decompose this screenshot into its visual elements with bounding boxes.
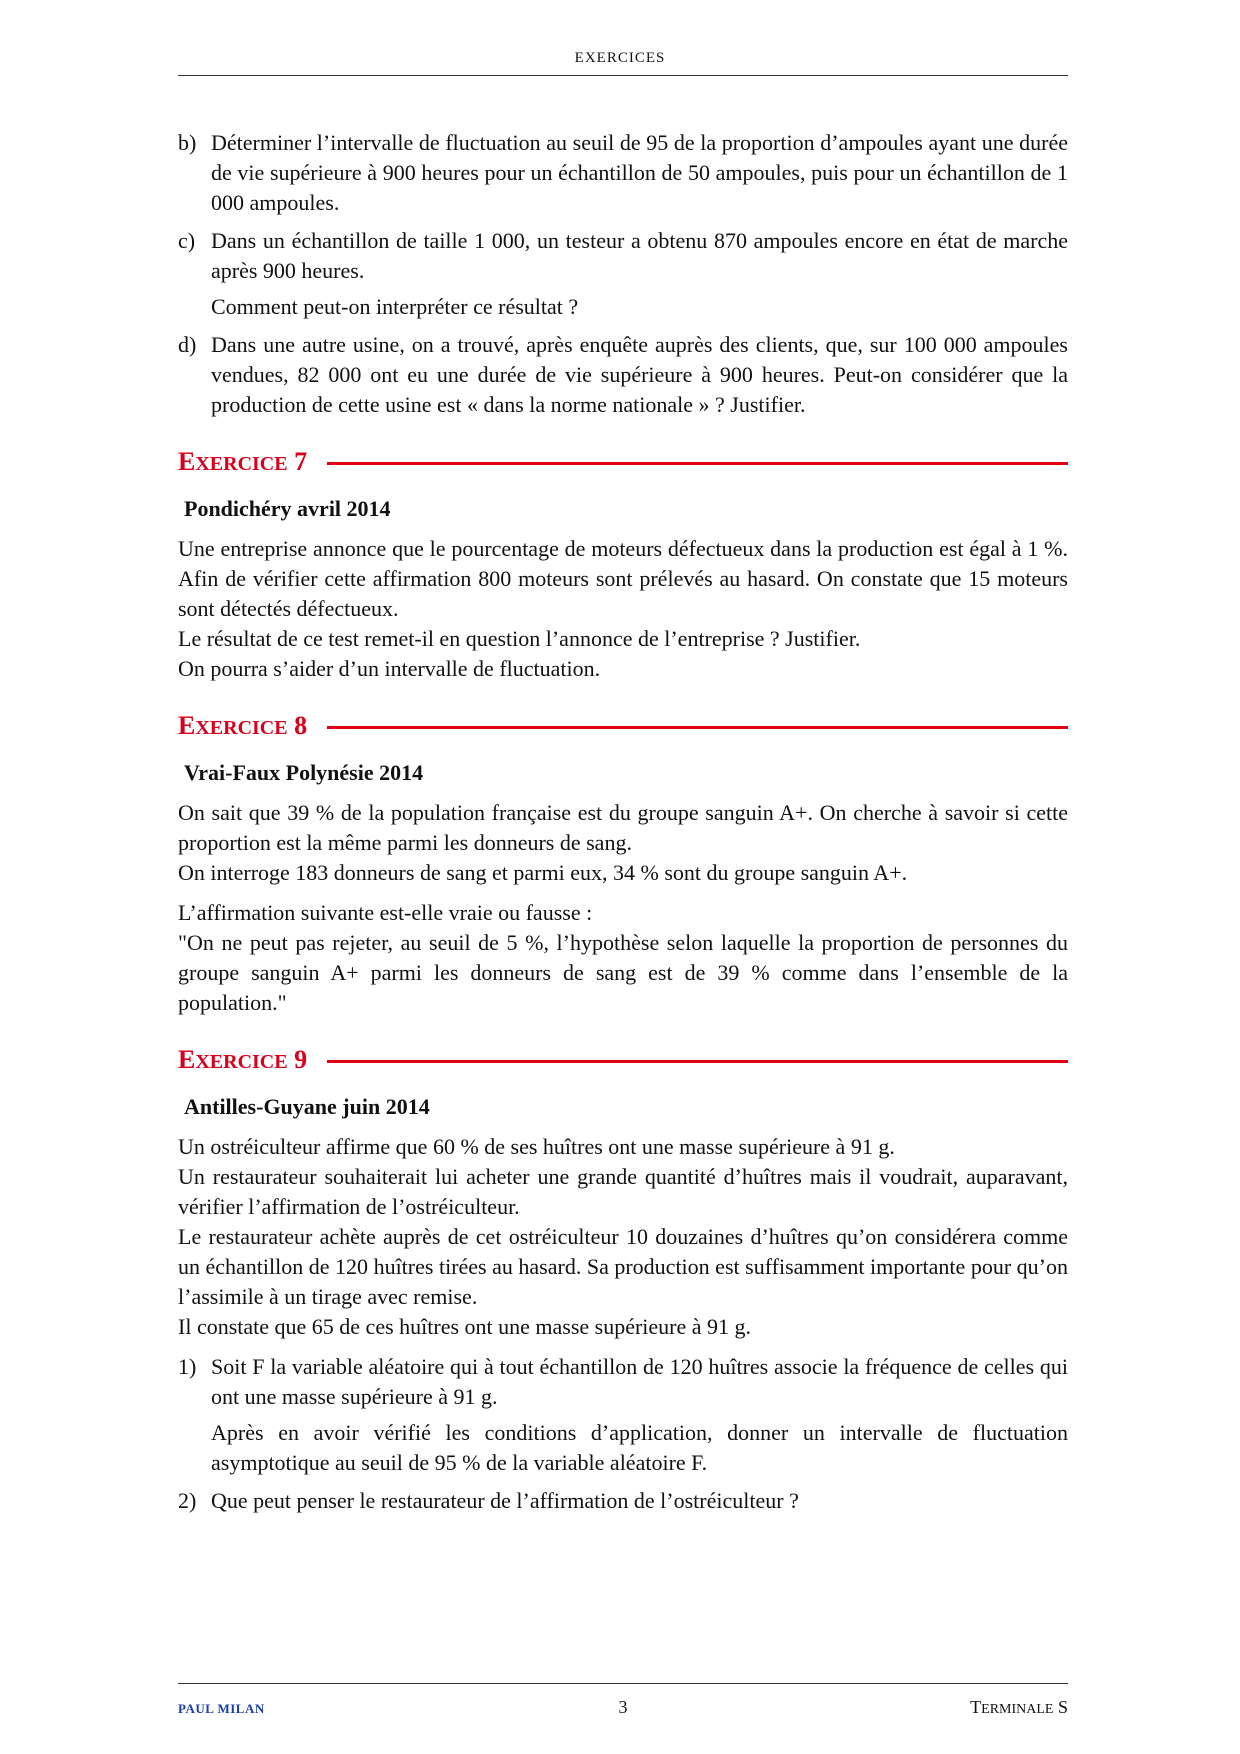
paragraph-line: Il constate que 65 de ces huîtres ont une masse supérieure à 91 g. — [178, 1314, 752, 1339]
footer-class: TERMINALE S — [970, 1697, 1068, 1717]
exercise-paragraph — [178, 1132, 1068, 1342]
running-header: EXERCICES — [574, 50, 666, 66]
page-content — [178, 128, 1068, 1524]
paragraph-line: Une entreprise annonce que le pourcentage de moteurs défectueux dans la production est égal à 1 %. Afin de vérifier cette affirmation 800 moteurs sont prélevés au hasard. On constate que 15 moteurs sont détectés défectueux. — [178, 536, 1068, 621]
item-text: Comment peut-on interpréter ce résultat ? — [211, 294, 579, 319]
item-text: Après en avoir vérifié les conditions d’application, donner un intervalle de fluctuation asymptotique au seuil de 95 % de la variable aléatoire F. — [211, 1420, 1068, 1475]
paragraph-line: Un ostréiculteur affirme que 60 % de ses huîtres ont une masse supérieure à 91 g. — [178, 1134, 895, 1159]
page-number: 3 — [618, 1697, 628, 1717]
paragraph-line: On sait que 39 % de la population française est du groupe sanguin A+. On cherche à savoir si cette proportion est la même parmi les donneurs de sang. — [178, 800, 1068, 855]
exercise-title: EXERCICE 9 — [178, 1045, 308, 1074]
item-label: d) — [178, 332, 197, 357]
exercise-title: EXERCICE 8 — [178, 711, 308, 740]
footer-rule — [178, 1683, 1068, 1684]
exercise-paragraph — [178, 898, 1068, 1018]
exercise-heading-9 — [178, 1044, 1068, 1078]
paragraph-line: Le restaurateur achète auprès de cet ostréiculteur 10 douzaines d’huîtres qu’on considérera comme un échantillon de 120 huîtres tirées au hasard. Sa production est suffisamment importante pour qu’on l’assimile à un tirage avec remise. — [178, 1224, 1068, 1309]
exercise-subtitle: Antilles-Guyane juin 2014 — [184, 1094, 430, 1119]
exercise-paragraph — [178, 798, 1068, 888]
exercise-rule — [327, 462, 1068, 465]
exercise-heading-7 — [178, 446, 1068, 480]
question-item — [178, 1486, 1068, 1516]
exercise-subtitle: Vrai-Faux Polynésie 2014 — [184, 760, 424, 785]
item-label: 2) — [178, 1488, 197, 1513]
paragraph-line: Un restaurateur souhaiterait lui acheter une grande quantité d’huîtres mais il voudrait, auparavant, vérifier l’affirmation de l’ostréiculteur. — [178, 1164, 1068, 1219]
exercise-rule — [327, 726, 1068, 729]
item-label: c) — [178, 228, 196, 253]
item-text: Dans un échantillon de taille 1 000, un testeur a obtenu 870 ampoules encore en état de marche après 900 heures. — [211, 228, 1068, 283]
paragraph-line: Le résultat de ce test remet-il en question l’annonce de l’entreprise ? Justifier. — [178, 626, 861, 651]
exercise-rule — [327, 1060, 1068, 1063]
item-label: b) — [178, 130, 197, 155]
exercise-title: EXERCICE 7 — [178, 447, 308, 476]
item-text: Déterminer l’intervalle de fluctuation au seuil de 95 de la proportion d’ampoules ayant une durée de vie supérieure à 900 heures pour un échantillon de 50 ampoules, puis pour un échantillon de 1 000 ampoules. — [211, 130, 1068, 215]
item-text: Dans une autre usine, on a trouvé, après enquête auprès des clients, que, sur 100 000 ampoules vendues, 82 000 ont eu une durée de vie supérieure à 900 heures. Peut-on considérer que la production de cette usine est « dans la norme nationale » ? Justifier. — [211, 332, 1068, 417]
question-item — [178, 128, 1068, 218]
question-item — [178, 1352, 1068, 1478]
paragraph-line: L’affirmation suivante est-elle vraie ou fausse : — [178, 900, 593, 925]
exercise-subtitle: Pondichéry avril 2014 — [184, 496, 391, 521]
item-text: Que peut penser le restaurateur de l’affirmation de l’ostréiculteur ? — [211, 1488, 799, 1513]
question-item — [178, 330, 1068, 420]
item-text: Soit F la variable aléatoire qui à tout échantillon de 120 huîtres associe la fréquence de celles qui ont une masse supérieure à 91 g. — [211, 1354, 1068, 1409]
exercise-heading-8 — [178, 710, 1068, 744]
item-label: 1) — [178, 1354, 197, 1379]
paragraph-line: "On ne peut pas rejeter, au seuil de 5 %, l’hypothèse selon laquelle la proportion de personnes du groupe sanguin A+ parmi les donneurs de sang est de 39 % comme dans l’ensemble de la population." — [178, 930, 1068, 1015]
paragraph-line: On pourra s’aider d’un intervalle de fluctuation. — [178, 656, 601, 681]
paragraph-line: On interroge 183 donneurs de sang et parmi eux, 34 % sont du groupe sanguin A+. — [178, 860, 908, 885]
exercise-paragraph — [178, 534, 1068, 684]
page-footer — [178, 1697, 1068, 1721]
footer-author: PAUL MILAN — [178, 1701, 265, 1716]
header-rule — [178, 75, 1068, 76]
question-item — [178, 226, 1068, 322]
